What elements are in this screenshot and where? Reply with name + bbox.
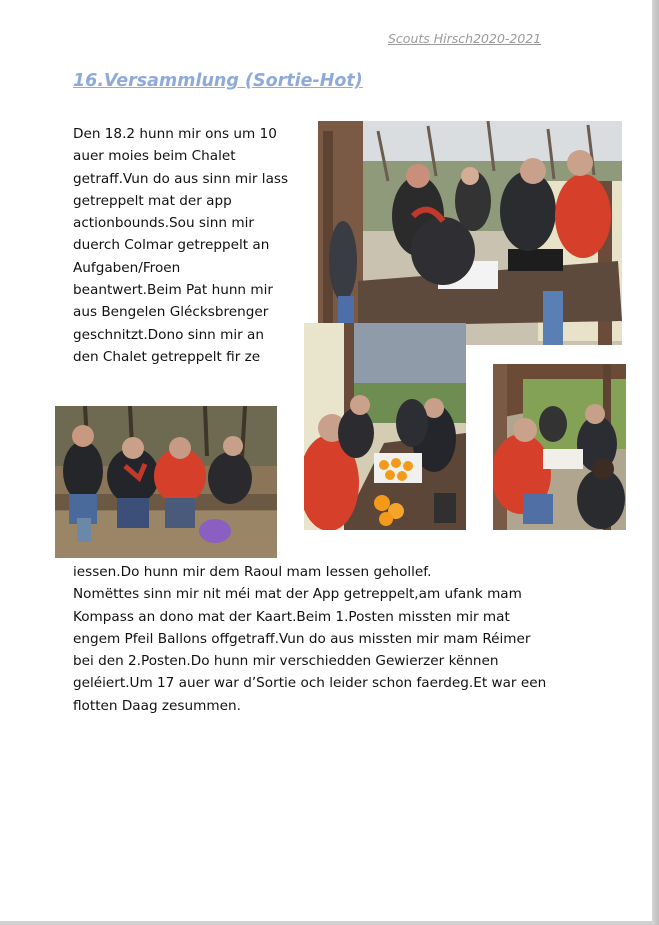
photo-shelter-group bbox=[493, 364, 626, 530]
text-line: bei den 2.Posten.Do hunn mir verschiedden Gewierzer kënnen bbox=[73, 653, 499, 670]
paragraph-2 bbox=[73, 561, 633, 717]
text-line: actionbounds.Sou sinn mir bbox=[73, 215, 254, 232]
photo-oranges-table bbox=[304, 323, 466, 530]
photo-forest-log bbox=[55, 406, 277, 558]
text-line: den Chalet getreppelt fir ze bbox=[73, 348, 261, 365]
text-line: Nomëttes sinn mir nit méi mat der App getreppelt,am ufank mam bbox=[73, 586, 522, 603]
text-line: Kompass an dono mat der Kaart.Beim 1.Posten missten mir mat bbox=[73, 608, 510, 625]
text-line: flotten Daag zesummen. bbox=[73, 697, 241, 714]
photo-chalet-table bbox=[318, 121, 622, 345]
page-header: Scouts Hirsch2020-2021 bbox=[388, 31, 542, 46]
text-line: geschnitzt.Dono sinn mir an bbox=[73, 326, 264, 343]
text-line: Den 18.2 hunn mir ons um 10 bbox=[73, 126, 277, 142]
text-line: iessen.Do hunn mir dem Raoul mam Iessen gehollef. bbox=[73, 564, 432, 580]
text-line: aus Bengelen Glécksbrenger bbox=[73, 304, 269, 321]
page-edge-shadow bbox=[652, 0, 659, 925]
text-line: beantwert.Beim Pat hunn mir bbox=[73, 282, 273, 299]
page-title: 16.Versammlung (Sortie-Hot) bbox=[73, 71, 363, 91]
text-line: getreppelt mat der app bbox=[73, 192, 232, 209]
text-line: Aufgaben/Froen bbox=[73, 259, 181, 276]
text-line: getraff.Vun do aus sinn mir lass bbox=[73, 170, 289, 187]
page-bottom-edge bbox=[0, 921, 652, 925]
text-line: geléiert.Um 17 auer war d’Sortie och leider schon faerdeg.Et war een bbox=[73, 675, 547, 692]
text-line: duerch Colmar getreppelt an bbox=[73, 237, 270, 254]
text-line: engem Pfeil Ballons offgetraff.Vun do aus missten mir mam Réimer bbox=[73, 630, 531, 647]
text-line: auer moies beim Chalet bbox=[73, 148, 236, 165]
paragraph-1 bbox=[73, 123, 313, 368]
